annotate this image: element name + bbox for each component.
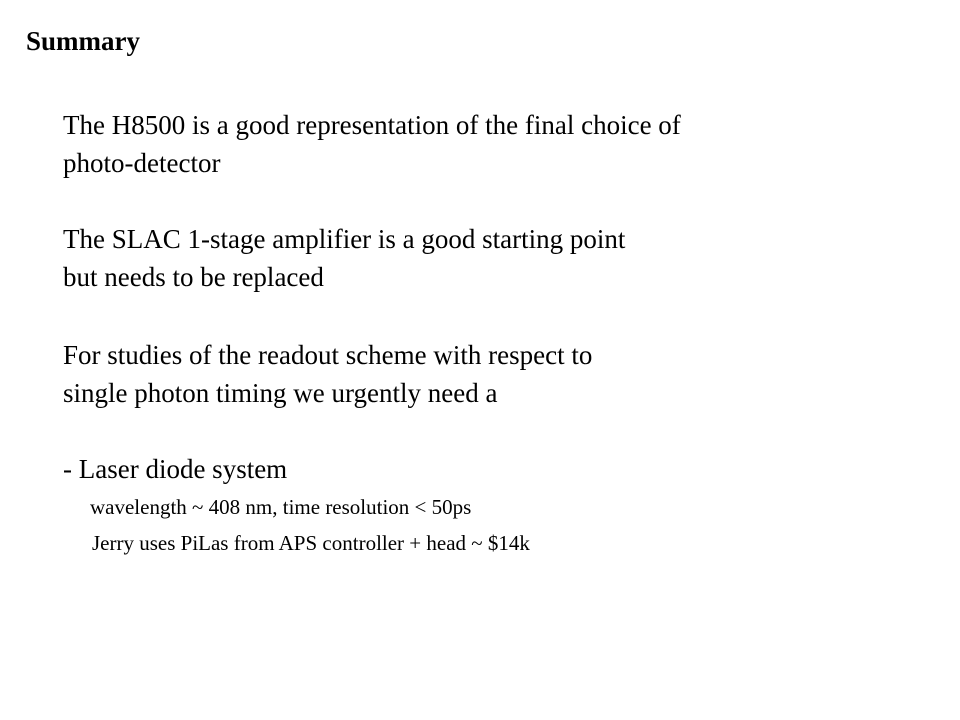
slide-title: Summary [26,26,140,56]
paragraph-line: The H8500 is a good representation of the final choice of [63,110,681,140]
paragraph-h8500 [63,106,681,182]
paragraph-amplifier [63,220,625,296]
paragraph-line: photo-detector [63,148,221,178]
paragraph-line: but needs to be replaced [63,262,324,292]
sub-item-wavelength: wavelength ~ 408 nm, time resolution < 50ps [90,495,472,519]
paragraph-line: The SLAC 1-stage amplifier is a good starting point [63,224,626,254]
sub-item-pilas: Jerry uses PiLas from APS controller + head ~ $14k [92,531,530,555]
paragraph-readout-studies [63,336,592,412]
paragraph-line: single photon timing we urgently need a [63,378,498,408]
bullet-item-laser-diode: - Laser diode system [63,454,288,484]
paragraph-laser-diode [63,450,287,488]
paragraph-line: For studies of the readout scheme with respect to [63,340,593,370]
